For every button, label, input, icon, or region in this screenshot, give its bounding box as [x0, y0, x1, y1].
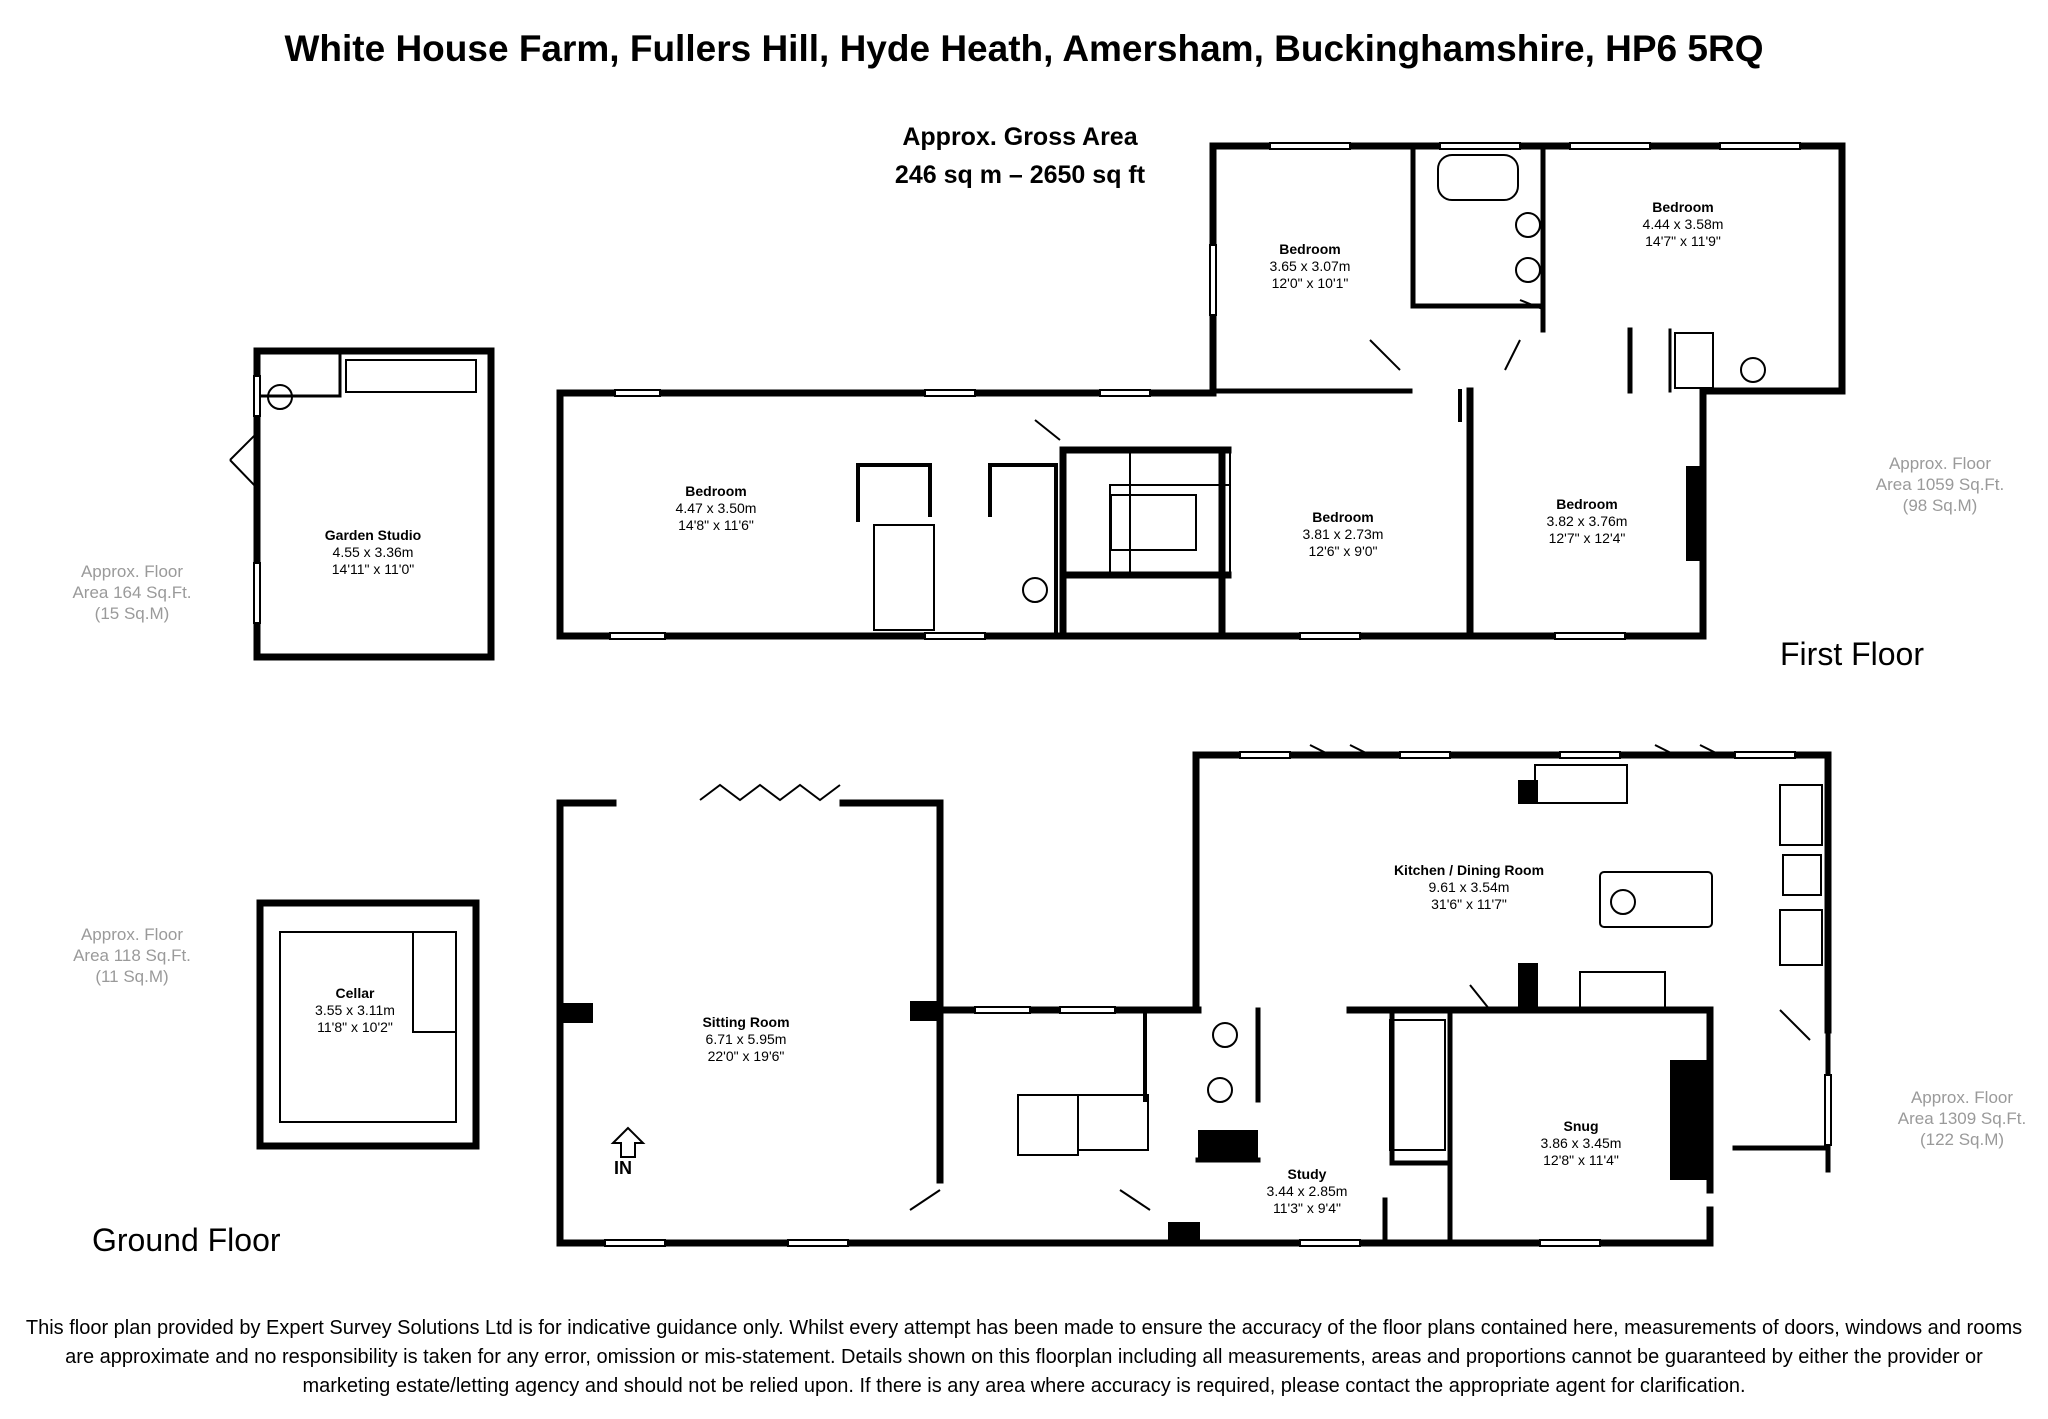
windows: [254, 143, 1831, 1246]
entrance-arrow: [613, 1128, 643, 1157]
disclaimer: This floor plan provided by Expert Survey Solutions Ltd is for indicative guidance only. Whilst every attempt has been made to ensure the accuracy of the floor plans contained here, measurements of doors, windows and rooms are approximate and no responsibility is taken for any error, omission or mis-statement. Details shown on this floorplan including all measurements, areas and proportions cannot be guaranteed by either the provider or marketing estate/letting agency and should not be relied upon. If there is any area where accuracy is required, please contact the appropriate agent for clarification.: [25, 1317, 2023, 1397]
room-bedroom-3: Bedroom 4.44 x 3.58m 14'7" x 11'9": [1642, 199, 1724, 249]
room-cellar: Cellar 3.55 x 3.11m 11'8" x 10'2": [315, 985, 395, 1035]
room-snug: Snug 3.86 x 3.45m 12'8" x 11'4": [1540, 1118, 1622, 1168]
entrance-label: IN: [614, 1158, 632, 1178]
room-bedroom-2: Bedroom 3.65 x 3.07m 12'0" x 10'1": [1269, 241, 1351, 291]
room-bedroom-4: Bedroom 3.81 x 2.73m 12'6" x 9'0": [1302, 509, 1384, 559]
ground-floor-area: Approx. Floor Area 1309 Sq.Ft. (122 Sq.M): [1897, 1088, 2027, 1149]
ground-floor-label: Ground Floor: [92, 1222, 281, 1258]
room-bedroom-5: Bedroom 3.82 x 3.76m 12'7" x 12'4": [1546, 496, 1628, 546]
room-garden-studio: Garden Studio 4.55 x 3.36m 14'11" x 11'0": [324, 527, 422, 577]
room-bedroom-1: Bedroom 4.47 x 3.50m 14'8" x 11'6": [675, 483, 757, 533]
first-floor-label: First Floor: [1780, 636, 1924, 672]
cellar-area: Approx. Floor Area 118 Sq.Ft. (11 Sq.M): [73, 925, 191, 986]
studio-area: Approx. Floor Area 164 Sq.Ft. (15 Sq.M): [72, 562, 192, 623]
room-sitting-room: Sitting Room 6.71 x 5.95m 22'0" x 19'6": [702, 1014, 790, 1064]
room-kitchen-dining: Kitchen / Dining Room 9.61 x 3.54m 31'6" x 11'7": [1393, 862, 1545, 912]
gross-area-heading: Approx. Gross Area: [902, 123, 1138, 151]
fixtures: [268, 155, 1822, 1102]
room-study: Study 3.44 x 2.85m 11'3" x 9'4": [1266, 1166, 1348, 1216]
page-title: White House Farm, Fullers Hill, Hyde Heath, Amersham, Buckinghamshire, HP6 5RQ: [284, 28, 1764, 69]
ground-floor-walls: [560, 755, 1828, 1243]
first-floor-area: Approx. Floor Area 1059 Sq.Ft. (98 Sq.M): [1875, 454, 2005, 515]
gross-area-value: 246 sq m – 2650 sq ft: [894, 161, 1146, 189]
stairs: [413, 495, 1445, 1155]
